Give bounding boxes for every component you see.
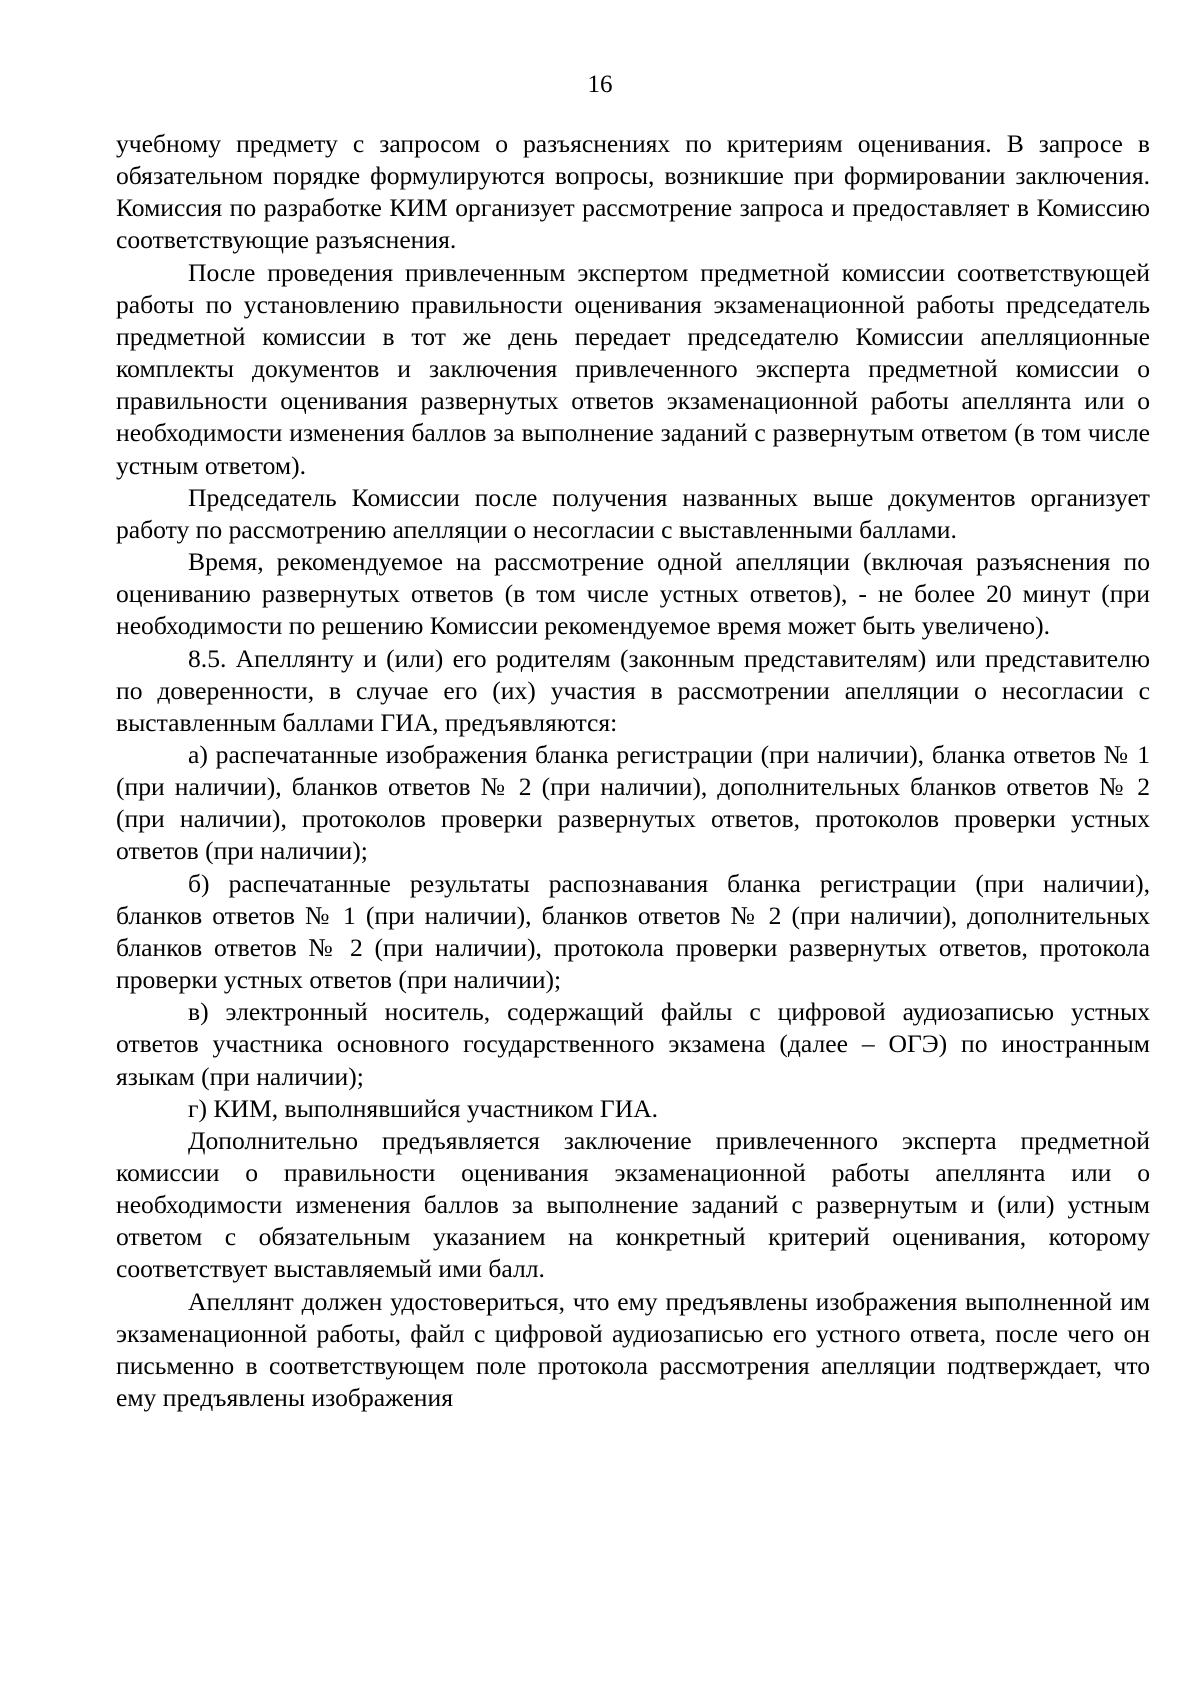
paragraph-1: учебному предмету с запросом о разъяснениях по критериям оценивания. В запросе в обязательном порядке формулируются вопросы, возникшие при формировании заключения. Комиссия по разработке КИМ организует рассмотрение запроса и предоставляет в Комиссию соответствующие разъяснения. <box>116 129 1150 255</box>
paragraph-4: Время, рекомендуемое на рассмотрение одной апелляции (включая разъяснения по оцениванию развернутых ответов (в том числе устных ответов), - не более 20 минут (при необходимости по решению Комиссии рекомендуемое время может быть увеличено). <box>116 547 1150 641</box>
paragraph-6: а) распечатанные изображения бланка регистрации (при наличии), бланка ответов № 1 (при наличии), бланков ответов № 2 (при наличии), дополнительных бланков ответов № 2 (при наличии), протоколов проверки развернутых ответов, протоколов проверки устных ответов (при наличии); <box>116 739 1150 866</box>
paragraph-2: После проведения привлеченным экспертом предметной комиссии соответствующей работы по установлению правильности оценивания экзаменационной работы председатель предметной комиссии в тот же день передает председателю Комиссии апелляционные комплекты документов и заключения привлеченного эксперта предметной комиссии о правильности оценивания развернутых ответов экзаменационной работы апеллянта или о необходимости изменения баллов за выполнение заданий с развернутым ответом (в том числе устным ответом). <box>116 257 1150 480</box>
page-number: 16 <box>587 71 613 98</box>
paragraph-5: 8.5. Апеллянту и (или) его родителям (законным представителям) или представителю по доверенности, в случае его (их) участия в рассмотрении апелляции о несогласии с выставленным баллами ГИА, предъявляются: <box>116 643 1150 737</box>
paragraph-9: г) КИМ, выполнявшийся участником ГИА. <box>188 1093 659 1123</box>
paragraph-11: Апеллянт должен удостовериться, что ему предъявлены изображения выполненной им экзаменационной работы, файл с цифровой аудиозаписью его устного ответа, после чего он письменно в соответствующем поле протокола рассмотрения апелляции подтверждает, что ему предъявлены изображения <box>116 1286 1150 1413</box>
paragraph-10: Дополнительно предъявляется заключение привлеченного эксперта предметной комиссии о правильности оценивания экзаменационной работы апеллянта или о необходимости изменения баллов за выполнение заданий с развернутым и (или) устным ответом с обязательным указанием на конкретный критерий оценивания, которому соответствует выставляемый ими балл. <box>116 1125 1150 1284</box>
paragraph-3: Председатель Комиссии после получения названных выше документов организует работу по рассмотрению апелляции о несогласии с выставленными баллами. <box>116 482 1150 544</box>
paragraph-8: в) электронный носитель, содержащий файлы с цифровой аудиозаписью устных ответов участника основного государственного экзамена (далее – ОГЭ) по иностранным языкам (при наличии); <box>116 997 1150 1091</box>
document-body <box>116 128 1150 1414</box>
paragraph-7: б) распечатанные результаты распознавания бланка регистрации (при наличии), бланков ответов № 1 (при наличии), бланков ответов № 2 (при наличии), дополнительных бланков ответов № 2 (при наличии), протокола проверки развернутых ответов, протокола проверки устных ответов (при наличии); <box>116 868 1150 995</box>
